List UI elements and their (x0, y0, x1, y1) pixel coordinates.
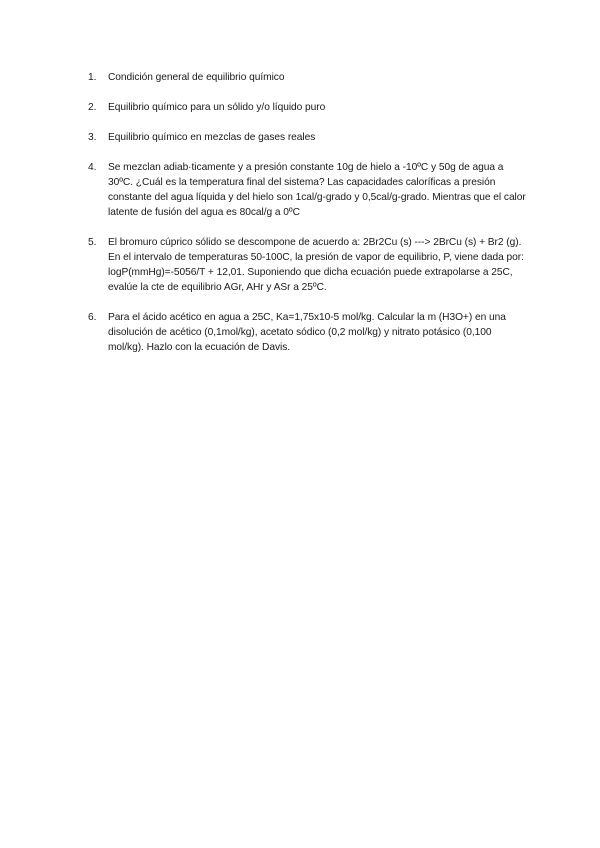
question-text: El bromuro cúprico sólido se descompone de acuerdo a: 2Br2Cu (s) ---> 2BrCu (s) + Br2 (g). En el intervalo de temperaturas 50-100C, la presión de vapor de equilibrio, P, viene dada por: logP(mmHg)=-5056/T + 12,01. Suponiendo que dicha ecuación puede extrapolarse a 25C, evalúe la cte de equilibrio AGr, AHr y ASr a 25ºC. (108, 237, 524, 293)
question-number: 6. (88, 312, 97, 323)
question-number: 1. (88, 72, 97, 83)
question-item (88, 130, 528, 145)
question-item (88, 100, 528, 115)
question-text: Para el ácido acético en agua a 25C, Ka=1,75x10-5 mol/kg. Calcular la m (H3O+) en una disolución de acético (0,1mol/kg), acetato sódico (0,2 mol/kg) y nitrato potásico (0,100 mol/kg). Hazlo con la ecuación de Davis. (108, 312, 506, 353)
question-text: Condición general de equilibrio químico (108, 72, 285, 83)
question-number: 4. (88, 162, 97, 173)
question-item (88, 310, 528, 355)
question-text: Se mezclan adiab·ticamente y a presión constante 10g de hielo a -10ºC y 50g de agua a 30ºC. ¿Cuál es la temperatura final del sistema? Las capacidades caloríficas a presión constante del agua líquida y del hielo son 1cal/g-grado y 0,5cal/g-grado. Mientras que el calor latente de fusión del agua es 80cal/g a 0ºC (108, 162, 526, 218)
question-text: Equilibrio químico en mezclas de gases reales (108, 132, 316, 143)
question-item (88, 160, 528, 220)
question-number: 5. (88, 237, 97, 248)
question-item (88, 235, 528, 295)
question-number: 2. (88, 102, 97, 113)
question-list (88, 70, 528, 355)
question-item (88, 70, 528, 85)
question-text: Equilibrio químico para un sólido y/o líquido puro (108, 102, 326, 113)
question-number: 3. (88, 132, 97, 143)
